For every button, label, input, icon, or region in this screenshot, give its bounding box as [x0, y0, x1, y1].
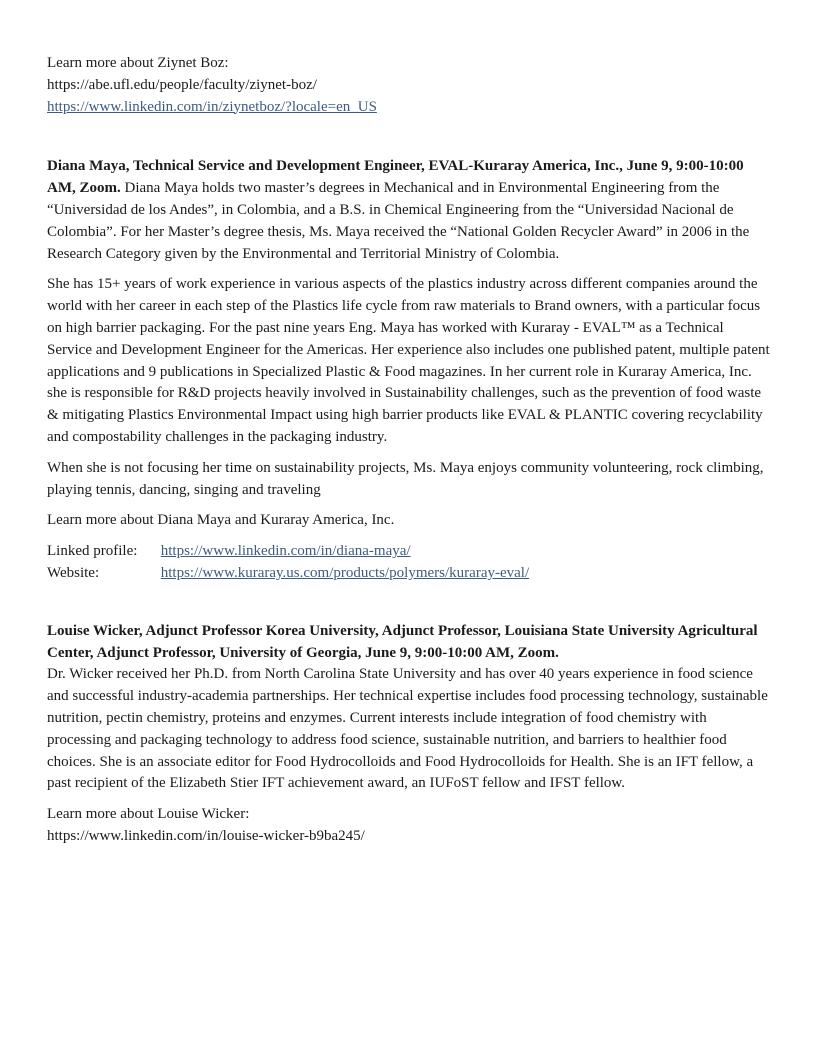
diana-heading: Diana Maya, Technical Service and Development Engineer, EVAL-Kuraray America, Inc., June 9, 9:00-10:00 AM, Zoom.: [47, 158, 744, 197]
ziynet-linkedin-link[interactable]: https://www.linkedin.com/in/ziynetboz/?locale=en_US: [47, 98, 377, 115]
diana-section: [47, 156, 771, 584]
diana-learn-more-paragraph: Learn more about Diana Maya and Kuraray America, Inc.: [47, 512, 395, 529]
ziynet-profile-url: https://abe.ufl.edu/people/faculty/ziynet-boz/: [47, 76, 317, 93]
diana-linked-profile-row: [47, 541, 771, 563]
louise-bio-text: Dr. Wicker received her Ph.D. from North Carolina State University and has over 40 years experience in food science and successful industry-academia partnerships. Her technical expertise includes food processing technology, sustainable nutrition, pectin chemistry, proteins and enzymes. Current interests include integration of food chemistry with processing and packaging technology to address food science, sustainable nutrition, and barriers to healthier food choices. She is an associate editor for Food Hydrocolloids and Food Hydrocolloids for Health. She is an IFT fellow, a past recipient of the Elizabeth Stier IFT achievement award, an IUFoST fellow and IFST fellow.: [47, 666, 768, 792]
louise-section: [47, 621, 771, 848]
ziynet-links-paragraph: [47, 53, 771, 118]
louise-linkedin-url: https://www.linkedin.com/in/louise-wicker-b9ba245/: [47, 827, 365, 844]
louise-bio-paragraph: [47, 621, 771, 795]
diana-intro-paragraph: [47, 156, 771, 265]
diana-experience-paragraph: She has 15+ years of work experience in various aspects of the plastics industry across different companies around the world with her career in each step of the Plastics life cycle from raw materials to Brand owners, with a particular focus on high barrier packaging. For the past nine years Eng. Maya has worked with Kuraray - EVAL™ as a Technical Service and Development Engineer for the Americas. Her experience also includes one published patent, multiple patent applications and 9 publications in Specialized Plastic & Food magazines. In her current role in Kuraray America, Inc. she is responsible for R&D projects heavily involved in Sustainability challenges, such as the prevention of food waste & mitigating Plastics Environmental Impact using high barrier products like EVAL & PLANTIC covering recyclability and compostability challenges in the packaging industry.: [47, 276, 770, 445]
diana-website-row: [47, 563, 771, 585]
linked-profile-label: Linked profile:: [47, 543, 138, 560]
website-label: Website:: [47, 564, 100, 581]
diana-website-link[interactable]: https://www.kuraray.us.com/products/polymers/kuraray-eval/: [160, 564, 530, 581]
diana-linkedin-link[interactable]: https://www.linkedin.com/in/diana-maya/: [160, 543, 411, 560]
louise-links-paragraph: [47, 804, 771, 848]
ziynet-learn-more-text: Learn more about Ziynet Boz:: [47, 55, 229, 71]
diana-intro-text: Diana Maya holds two master’s degrees in Mechanical and in Environmental Engineering from the “Universidad de los Andes”, in Colombia, and a B.S. in Chemical Engineering from the “Universidad Nacional de Colombia”. For her Master’s degree thesis, Ms. Maya received the “National Golden Recycler Award” in 2006 in the Research Category given by the Environmental and Territorial Ministry of Colombia.: [47, 180, 750, 262]
diana-links-block: [47, 541, 771, 585]
diana-hobbies-paragraph: When she is not focusing her time on sustainability projects, Ms. Maya enjoys community volunteering, rock climbing, playing tennis, dancing, singing and traveling: [47, 459, 764, 498]
louise-heading: Louise Wicker, Adjunct Professor Korea University, Adjunct Professor, Louisiana State University Agricultural Center, Adjunct Professor, University of Georgia, June 9, 9:00-10:00 AM, Zoom.: [47, 622, 758, 661]
ziynet-section: [47, 53, 771, 118]
louise-learn-more-text: Learn more about Louise Wicker:: [47, 806, 250, 823]
